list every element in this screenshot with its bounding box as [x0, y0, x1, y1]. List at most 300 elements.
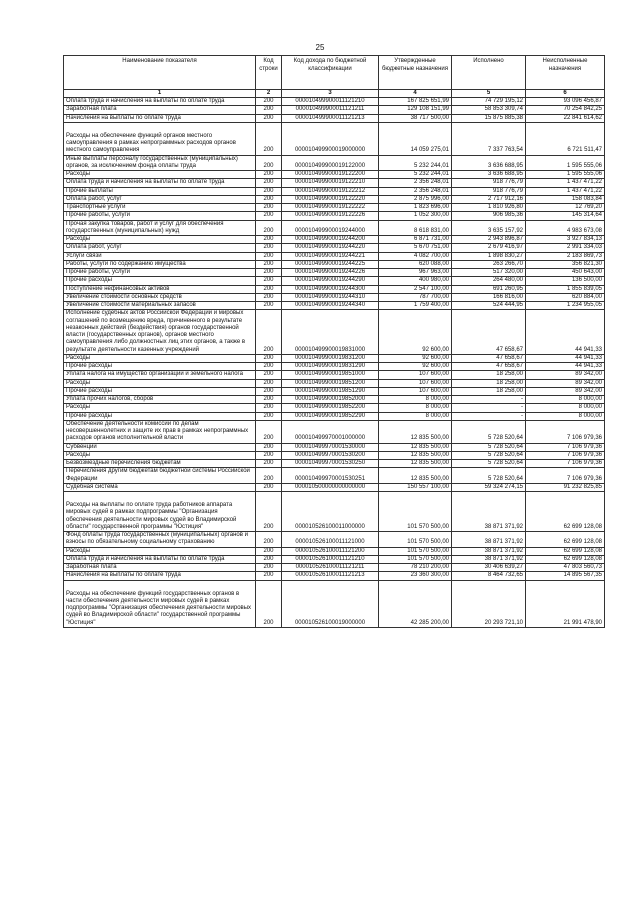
- row-executed: -: [452, 412, 526, 420]
- row-unexecuted: 44 941,33: [526, 363, 605, 371]
- row-executed: 8 464 732,65: [452, 572, 526, 580]
- row-name: Расходы на выплаты по оплате труда работников аппарата мировых судей в рамках подпрограммы "Организация обеспечения деятельности мировых судей во Владимирской области" государственной программы "Юстиция": [64, 492, 256, 532]
- row-line-code: 200: [256, 195, 282, 203]
- table-row: [64, 122, 605, 155]
- row-name: Работы, услуги по содержанию имущества: [64, 260, 256, 268]
- row-executed: 166 816,00: [452, 293, 526, 301]
- row-executed: 1 898 830,27: [452, 252, 526, 260]
- row-income-code: 000010499900019852290: [282, 412, 379, 420]
- row-unexecuted: 1 855 839,05: [526, 285, 605, 293]
- row-line-code: 200: [256, 443, 282, 451]
- row-line-code: 200: [256, 155, 282, 171]
- row-unexecuted: 1 437 471,22: [526, 187, 605, 195]
- row-executed: 7 337 763,54: [452, 122, 526, 155]
- row-line-code: 200: [256, 363, 282, 371]
- column-number: 1: [64, 90, 256, 98]
- row-executed: 517 320,00: [452, 269, 526, 277]
- row-unexecuted: 89 342,00: [526, 379, 605, 387]
- row-executed: 5 728 520,64: [452, 460, 526, 468]
- row-line-code: 200: [256, 396, 282, 404]
- table-row: [64, 252, 605, 260]
- row-unexecuted: 12 769,20: [526, 204, 605, 212]
- row-unexecuted: 1 234 955,05: [526, 302, 605, 310]
- row-line-code: 200: [256, 244, 282, 252]
- row-executed: 15 875 885,38: [452, 114, 526, 122]
- row-unexecuted: 44 941,33: [526, 354, 605, 362]
- row-unexecuted: 8 000,00: [526, 396, 605, 404]
- row-unexecuted: 620 884,00: [526, 293, 605, 301]
- row-name: Перечисления другим бюджетам бюджетной системы Российской Федерации: [64, 468, 256, 484]
- row-line-code: 200: [256, 179, 282, 187]
- row-name: Уплата налога на имущество организаций и земельного налога: [64, 371, 256, 379]
- row-unexecuted: 356 821,30: [526, 260, 605, 268]
- table-row: [64, 468, 605, 484]
- row-line-code: 200: [256, 171, 282, 179]
- row-approved: 42 285 200,00: [379, 580, 452, 627]
- table-row: [64, 155, 605, 171]
- row-executed: 58 853 309,74: [452, 106, 526, 114]
- row-unexecuted: 14 895 567,35: [526, 572, 605, 580]
- row-executed: 264 480,00: [452, 277, 526, 285]
- row-line-code: 200: [256, 354, 282, 362]
- row-executed: 30 406 639,27: [452, 564, 526, 572]
- row-income-code: 000010499900019851000: [282, 371, 379, 379]
- row-unexecuted: 21 991 478,90: [526, 580, 605, 627]
- row-name: Расходы: [64, 451, 256, 459]
- row-unexecuted: 158 083,84: [526, 195, 605, 203]
- row-line-code: 200: [256, 98, 282, 106]
- table-row: [64, 277, 605, 285]
- header-row: [64, 56, 605, 90]
- page-number: 25: [315, 43, 325, 52]
- row-executed: 691 260,95: [452, 285, 526, 293]
- column-number: 2: [256, 90, 282, 98]
- row-line-code: 200: [256, 371, 282, 379]
- row-unexecuted: 70 254 842,25: [526, 106, 605, 114]
- row-unexecuted: 450 643,00: [526, 269, 605, 277]
- row-approved: 5 232 244,01: [379, 155, 452, 171]
- table-row: [64, 564, 605, 572]
- table-row: [64, 106, 605, 114]
- row-unexecuted: 4 983 673,08: [526, 220, 605, 236]
- row-income-code: 000010526100011121000: [282, 532, 379, 548]
- row-approved: 1 759 400,00: [379, 302, 452, 310]
- row-income-code: 000010499900011121210: [282, 98, 379, 106]
- row-unexecuted: 1 437 471,22: [526, 179, 605, 187]
- column-number: 4: [379, 90, 452, 98]
- row-income-code: 000010499970001530251: [282, 468, 379, 484]
- row-name: Прочие расходы: [64, 363, 256, 371]
- row-executed: -: [452, 404, 526, 412]
- table-row: [64, 555, 605, 563]
- row-income-code: 000010499900011121211: [282, 106, 379, 114]
- row-line-code: 200: [256, 387, 282, 395]
- row-line-code: 200: [256, 451, 282, 459]
- row-line-code: 200: [256, 460, 282, 468]
- row-approved: 8 000,00: [379, 396, 452, 404]
- row-line-code: 200: [256, 572, 282, 580]
- row-name: Оплата работ, услуг: [64, 195, 256, 203]
- row-approved: 38 717 500,00: [379, 114, 452, 122]
- column-number: 5: [452, 90, 526, 98]
- row-name: Расходы: [64, 379, 256, 387]
- table-row: [64, 412, 605, 420]
- row-income-code: 000010499900019851290: [282, 387, 379, 395]
- row-line-code: 200: [256, 555, 282, 563]
- table-row: [64, 171, 605, 179]
- row-unexecuted: 89 342,00: [526, 387, 605, 395]
- row-name: Заработная плата: [64, 564, 256, 572]
- header-line-code: Код строки: [256, 56, 282, 90]
- row-executed: -: [452, 396, 526, 404]
- column-number: 6: [526, 90, 605, 98]
- row-name: Оплата труда и начисления на выплаты по оплате труда: [64, 179, 256, 187]
- row-line-code: 200: [256, 532, 282, 548]
- row-income-code: 000010499900019244225: [282, 260, 379, 268]
- row-approved: 400 980,00: [379, 277, 452, 285]
- row-line-code: 200: [256, 187, 282, 195]
- row-line-code: 200: [256, 412, 282, 420]
- row-line-code: 200: [256, 122, 282, 155]
- row-line-code: 200: [256, 302, 282, 310]
- row-line-code: 200: [256, 277, 282, 285]
- row-name: Прочие работы, услуги: [64, 212, 256, 220]
- row-income-code: 000010499900019831290: [282, 363, 379, 371]
- table-row: [64, 269, 605, 277]
- table-row: [64, 212, 605, 220]
- row-name: Исполнение судебных актов Российской Федерации и мировых соглашений по возмещению вреда, причиненного в результате незаконных действий (бездействия) органов государственной власти (государственных органов), органов местного самоуправления либо должностных лиц этих органов, а также в результате деятельности казенных учреждений: [64, 310, 256, 355]
- row-approved: 2 875 996,00: [379, 195, 452, 203]
- row-income-code: 000010499970001000000: [282, 420, 379, 443]
- table-row: [64, 371, 605, 379]
- row-name: Расходы: [64, 171, 256, 179]
- row-income-code: 000010499900019000000: [282, 122, 379, 155]
- row-income-code: 000010499970001530250: [282, 460, 379, 468]
- row-income-code: 000010499900019244220: [282, 244, 379, 252]
- table-row: [64, 451, 605, 459]
- table-row: [64, 547, 605, 555]
- row-line-code: 200: [256, 114, 282, 122]
- row-line-code: 200: [256, 564, 282, 572]
- row-approved: 2 356 248,01: [379, 187, 452, 195]
- row-income-code: 000010526100011000000: [282, 492, 379, 532]
- row-unexecuted: 1 595 555,06: [526, 171, 605, 179]
- row-executed: 3 636 688,95: [452, 171, 526, 179]
- table-body: [64, 98, 605, 628]
- row-name: Увеличение стоимости основных средств: [64, 293, 256, 301]
- row-approved: 101 570 500,00: [379, 547, 452, 555]
- row-income-code: 000010499900019851200: [282, 379, 379, 387]
- row-line-code: 200: [256, 483, 282, 491]
- row-approved: 107 600,00: [379, 371, 452, 379]
- row-approved: 167 825 651,99: [379, 98, 452, 106]
- row-name: Заработная плата: [64, 106, 256, 114]
- row-income-code: 000010526100011121213: [282, 572, 379, 580]
- row-executed: 906 985,36: [452, 212, 526, 220]
- row-name: Оплата труда и начисления на выплаты по оплате труда: [64, 98, 256, 106]
- row-income-code: 000010526100011121210: [282, 555, 379, 563]
- row-unexecuted: 7 106 979,36: [526, 451, 605, 459]
- table-row: [64, 293, 605, 301]
- row-approved: 101 570 500,00: [379, 492, 452, 532]
- row-income-code: 000010499900019852000: [282, 396, 379, 404]
- row-income-code: 000010499900019831200: [282, 354, 379, 362]
- row-income-code: 000010499900019244300: [282, 285, 379, 293]
- table-row: [64, 363, 605, 371]
- row-name: Услуги связи: [64, 252, 256, 260]
- row-income-code: 000010499900019244310: [282, 293, 379, 301]
- row-unexecuted: 8 000,00: [526, 404, 605, 412]
- row-name: Расходы на обеспечение функций органов местного самоуправления в рамках непрограммных расходов органов местного самоуправления: [64, 122, 256, 155]
- row-name: Увеличение стоимости материальных запасов: [64, 302, 256, 310]
- header-executed: Исполнено: [452, 56, 526, 90]
- row-line-code: 200: [256, 269, 282, 277]
- row-income-code: 000010499900019122212: [282, 187, 379, 195]
- row-approved: 620 088,00: [379, 260, 452, 268]
- table-row: [64, 396, 605, 404]
- table-row: [64, 532, 605, 548]
- row-income-code: 000010499900019852200: [282, 404, 379, 412]
- row-unexecuted: 136 500,00: [526, 277, 605, 285]
- row-executed: 5 728 520,64: [452, 451, 526, 459]
- row-executed: 18 258,00: [452, 379, 526, 387]
- row-approved: 967 963,00: [379, 269, 452, 277]
- row-income-code: 000010499900019244340: [282, 302, 379, 310]
- row-line-code: 200: [256, 212, 282, 220]
- row-income-code: 000010499900019244000: [282, 220, 379, 236]
- row-approved: 5 670 751,00: [379, 244, 452, 252]
- row-line-code: 200: [256, 379, 282, 387]
- table-row: [64, 310, 605, 355]
- row-unexecuted: 1 595 555,06: [526, 155, 605, 171]
- budget-expenditure-table: [63, 55, 605, 628]
- table-row: [64, 460, 605, 468]
- row-name: Оплата работ, услуг: [64, 244, 256, 252]
- table-row: [64, 114, 605, 122]
- row-line-code: 200: [256, 236, 282, 244]
- header-income-code: Код дохода по бюджетной классификации: [282, 56, 379, 90]
- row-income-code: 000010499900019244200: [282, 236, 379, 244]
- row-line-code: 200: [256, 310, 282, 355]
- row-executed: 47 658,67: [452, 310, 526, 355]
- header-unexecuted: Неисполненные назначения: [526, 56, 605, 90]
- table-row: [64, 204, 605, 212]
- table-row: [64, 195, 605, 203]
- table-row: [64, 285, 605, 293]
- row-executed: 38 871 371,92: [452, 532, 526, 548]
- row-executed: 47 658,67: [452, 354, 526, 362]
- row-name: Прочие работы, услуги: [64, 269, 256, 277]
- row-unexecuted: 89 342,00: [526, 371, 605, 379]
- row-approved: 12 835 500,00: [379, 460, 452, 468]
- row-executed: 74 729 195,12: [452, 98, 526, 106]
- table-row: [64, 580, 605, 627]
- row-executed: 59 324 274,15: [452, 483, 526, 491]
- header-name: Наименование показателя: [64, 56, 256, 90]
- row-name: Прочие расходы: [64, 387, 256, 395]
- row-executed: 18 258,00: [452, 387, 526, 395]
- row-approved: 12 835 500,00: [379, 468, 452, 484]
- row-income-code: 000010499900019244221: [282, 252, 379, 260]
- row-line-code: 200: [256, 220, 282, 236]
- row-approved: 1 052 300,00: [379, 212, 452, 220]
- row-income-code: 000010526100011121200: [282, 547, 379, 555]
- row-name: Расходы: [64, 547, 256, 555]
- row-name: Начисления на выплаты по оплате труда: [64, 114, 256, 122]
- row-name: Иные выплаты персоналу государственных (муниципальных) органов, за исключением фонда оплаты труда: [64, 155, 256, 171]
- row-executed: 20 293 721,10: [452, 580, 526, 627]
- row-approved: 129 108 151,99: [379, 106, 452, 114]
- table-row: [64, 236, 605, 244]
- row-income-code: 000010499970001530000: [282, 443, 379, 451]
- row-name: Поступление нефинансовых активов: [64, 285, 256, 293]
- row-unexecuted: 93 096 456,87: [526, 98, 605, 106]
- row-line-code: 200: [256, 420, 282, 443]
- row-unexecuted: 44 941,33: [526, 310, 605, 355]
- row-line-code: 200: [256, 492, 282, 532]
- row-income-code: 000010499900019122200: [282, 171, 379, 179]
- row-line-code: 200: [256, 404, 282, 412]
- row-approved: 92 600,00: [379, 363, 452, 371]
- row-executed: 38 871 371,92: [452, 555, 526, 563]
- row-executed: 5 728 520,64: [452, 468, 526, 484]
- row-approved: 8 618 831,00: [379, 220, 452, 236]
- row-line-code: 200: [256, 285, 282, 293]
- row-executed: 3 635 157,92: [452, 220, 526, 236]
- table-row: [64, 443, 605, 451]
- row-approved: 107 600,00: [379, 379, 452, 387]
- row-executed: 2 679 416,97: [452, 244, 526, 252]
- row-approved: 2 356 248,01: [379, 179, 452, 187]
- row-name: Оплата труда и начисления на выплаты по оплате труда: [64, 555, 256, 563]
- row-executed: 1 810 926,80: [452, 204, 526, 212]
- row-executed: 47 658,67: [452, 363, 526, 371]
- row-unexecuted: 7 106 979,36: [526, 460, 605, 468]
- row-name: Безвозмездные перечисления бюджетам: [64, 460, 256, 468]
- row-approved: 1 823 696,00: [379, 204, 452, 212]
- row-approved: 4 082 700,00: [379, 252, 452, 260]
- row-unexecuted: 62 699 128,08: [526, 492, 605, 532]
- table-row: [64, 379, 605, 387]
- row-approved: 8 000,00: [379, 412, 452, 420]
- row-unexecuted: 3 927 834,13: [526, 236, 605, 244]
- row-name: Расходы: [64, 236, 256, 244]
- row-income-code: 000010499900019122210: [282, 179, 379, 187]
- row-income-code: 000010499900019122222: [282, 204, 379, 212]
- column-number-row: [64, 90, 605, 98]
- table-row: [64, 572, 605, 580]
- row-approved: 12 835 500,00: [379, 451, 452, 459]
- table-row: [64, 244, 605, 252]
- row-name: Прочие выплаты: [64, 187, 256, 195]
- row-name: Транспортные услуги: [64, 204, 256, 212]
- row-line-code: 200: [256, 260, 282, 268]
- row-approved: 6 871 731,00: [379, 236, 452, 244]
- row-unexecuted: 6 721 511,47: [526, 122, 605, 155]
- row-approved: 92 600,00: [379, 310, 452, 355]
- row-income-code: 000010499900019122220: [282, 195, 379, 203]
- row-name: Расходы на обеспечение функций государственных органов в части обеспечения деятельности мировых судей в рамках подпрограммы "Организация обеспечения деятельности мировых судей во Владимирской области" государственной программы "Юстиция": [64, 580, 256, 627]
- row-income-code: 000010499900019122000: [282, 155, 379, 171]
- row-executed: 2 717 912,16: [452, 195, 526, 203]
- row-unexecuted: 22 841 614,62: [526, 114, 605, 122]
- row-line-code: 200: [256, 293, 282, 301]
- row-name: Субвенции: [64, 443, 256, 451]
- table-row: [64, 220, 605, 236]
- table-row: [64, 387, 605, 395]
- row-line-code: 200: [256, 468, 282, 484]
- row-executed: 38 871 371,92: [452, 547, 526, 555]
- row-name: Прочая закупка товаров, работ и услуг для обеспечения государственных (муниципальных) нужд: [64, 220, 256, 236]
- row-line-code: 200: [256, 580, 282, 627]
- table-row: [64, 187, 605, 195]
- row-income-code: 000010499970001530200: [282, 451, 379, 459]
- table-row: [64, 98, 605, 106]
- row-executed: 5 728 520,64: [452, 420, 526, 443]
- row-approved: 78 210 200,00: [379, 564, 452, 572]
- row-unexecuted: 62 699 128,08: [526, 547, 605, 555]
- row-executed: 38 871 371,92: [452, 492, 526, 532]
- row-income-code: 000010500000000000000: [282, 483, 379, 491]
- row-name: Прочие расходы: [64, 412, 256, 420]
- row-unexecuted: 62 699 128,08: [526, 555, 605, 563]
- table-row: [64, 179, 605, 187]
- row-name: Расходы: [64, 354, 256, 362]
- row-name: Уплата прочих налогов, сборов: [64, 396, 256, 404]
- row-line-code: 200: [256, 204, 282, 212]
- row-line-code: 200: [256, 106, 282, 114]
- row-line-code: 200: [256, 547, 282, 555]
- row-name: Расходы: [64, 404, 256, 412]
- table-row: [64, 492, 605, 532]
- row-unexecuted: 91 232 825,85: [526, 483, 605, 491]
- row-unexecuted: 145 314,64: [526, 212, 605, 220]
- row-unexecuted: 62 699 128,08: [526, 532, 605, 548]
- row-approved: 101 570 500,00: [379, 555, 452, 563]
- row-unexecuted: 2 183 869,73: [526, 252, 605, 260]
- row-unexecuted: 8 000,00: [526, 412, 605, 420]
- row-approved: 8 000,00: [379, 404, 452, 412]
- row-executed: 18 258,00: [452, 371, 526, 379]
- row-executed: 918 776,79: [452, 187, 526, 195]
- row-income-code: 000010526100011121211: [282, 564, 379, 572]
- row-approved: 5 232 244,01: [379, 171, 452, 179]
- column-number: 3: [282, 90, 379, 98]
- row-executed: 918 776,79: [452, 179, 526, 187]
- row-name: Прочие расходы: [64, 277, 256, 285]
- row-name: Судебная система: [64, 483, 256, 491]
- row-executed: 524 444,95: [452, 302, 526, 310]
- table-row: [64, 260, 605, 268]
- row-executed: 263 266,70: [452, 260, 526, 268]
- row-approved: 14 059 275,01: [379, 122, 452, 155]
- row-unexecuted: 7 106 979,36: [526, 468, 605, 484]
- row-unexecuted: 7 106 979,36: [526, 420, 605, 443]
- row-unexecuted: 47 803 560,73: [526, 564, 605, 572]
- row-name: Фонд оплаты труда государственных (муниципальных) органов и взносы по обязательному социальному страхованию: [64, 532, 256, 548]
- row-name: Начисления на выплаты по оплате труда: [64, 572, 256, 580]
- row-income-code: 000010499900019122226: [282, 212, 379, 220]
- table-row: [64, 420, 605, 443]
- row-income-code: 000010526100019000000: [282, 580, 379, 627]
- header-approved: Утвержденные бюджетные назначения: [379, 56, 452, 90]
- table-row: [64, 483, 605, 491]
- row-approved: 101 570 500,00: [379, 532, 452, 548]
- row-approved: 107 600,00: [379, 387, 452, 395]
- table-row: [64, 354, 605, 362]
- table-row: [64, 404, 605, 412]
- table-row: [64, 302, 605, 310]
